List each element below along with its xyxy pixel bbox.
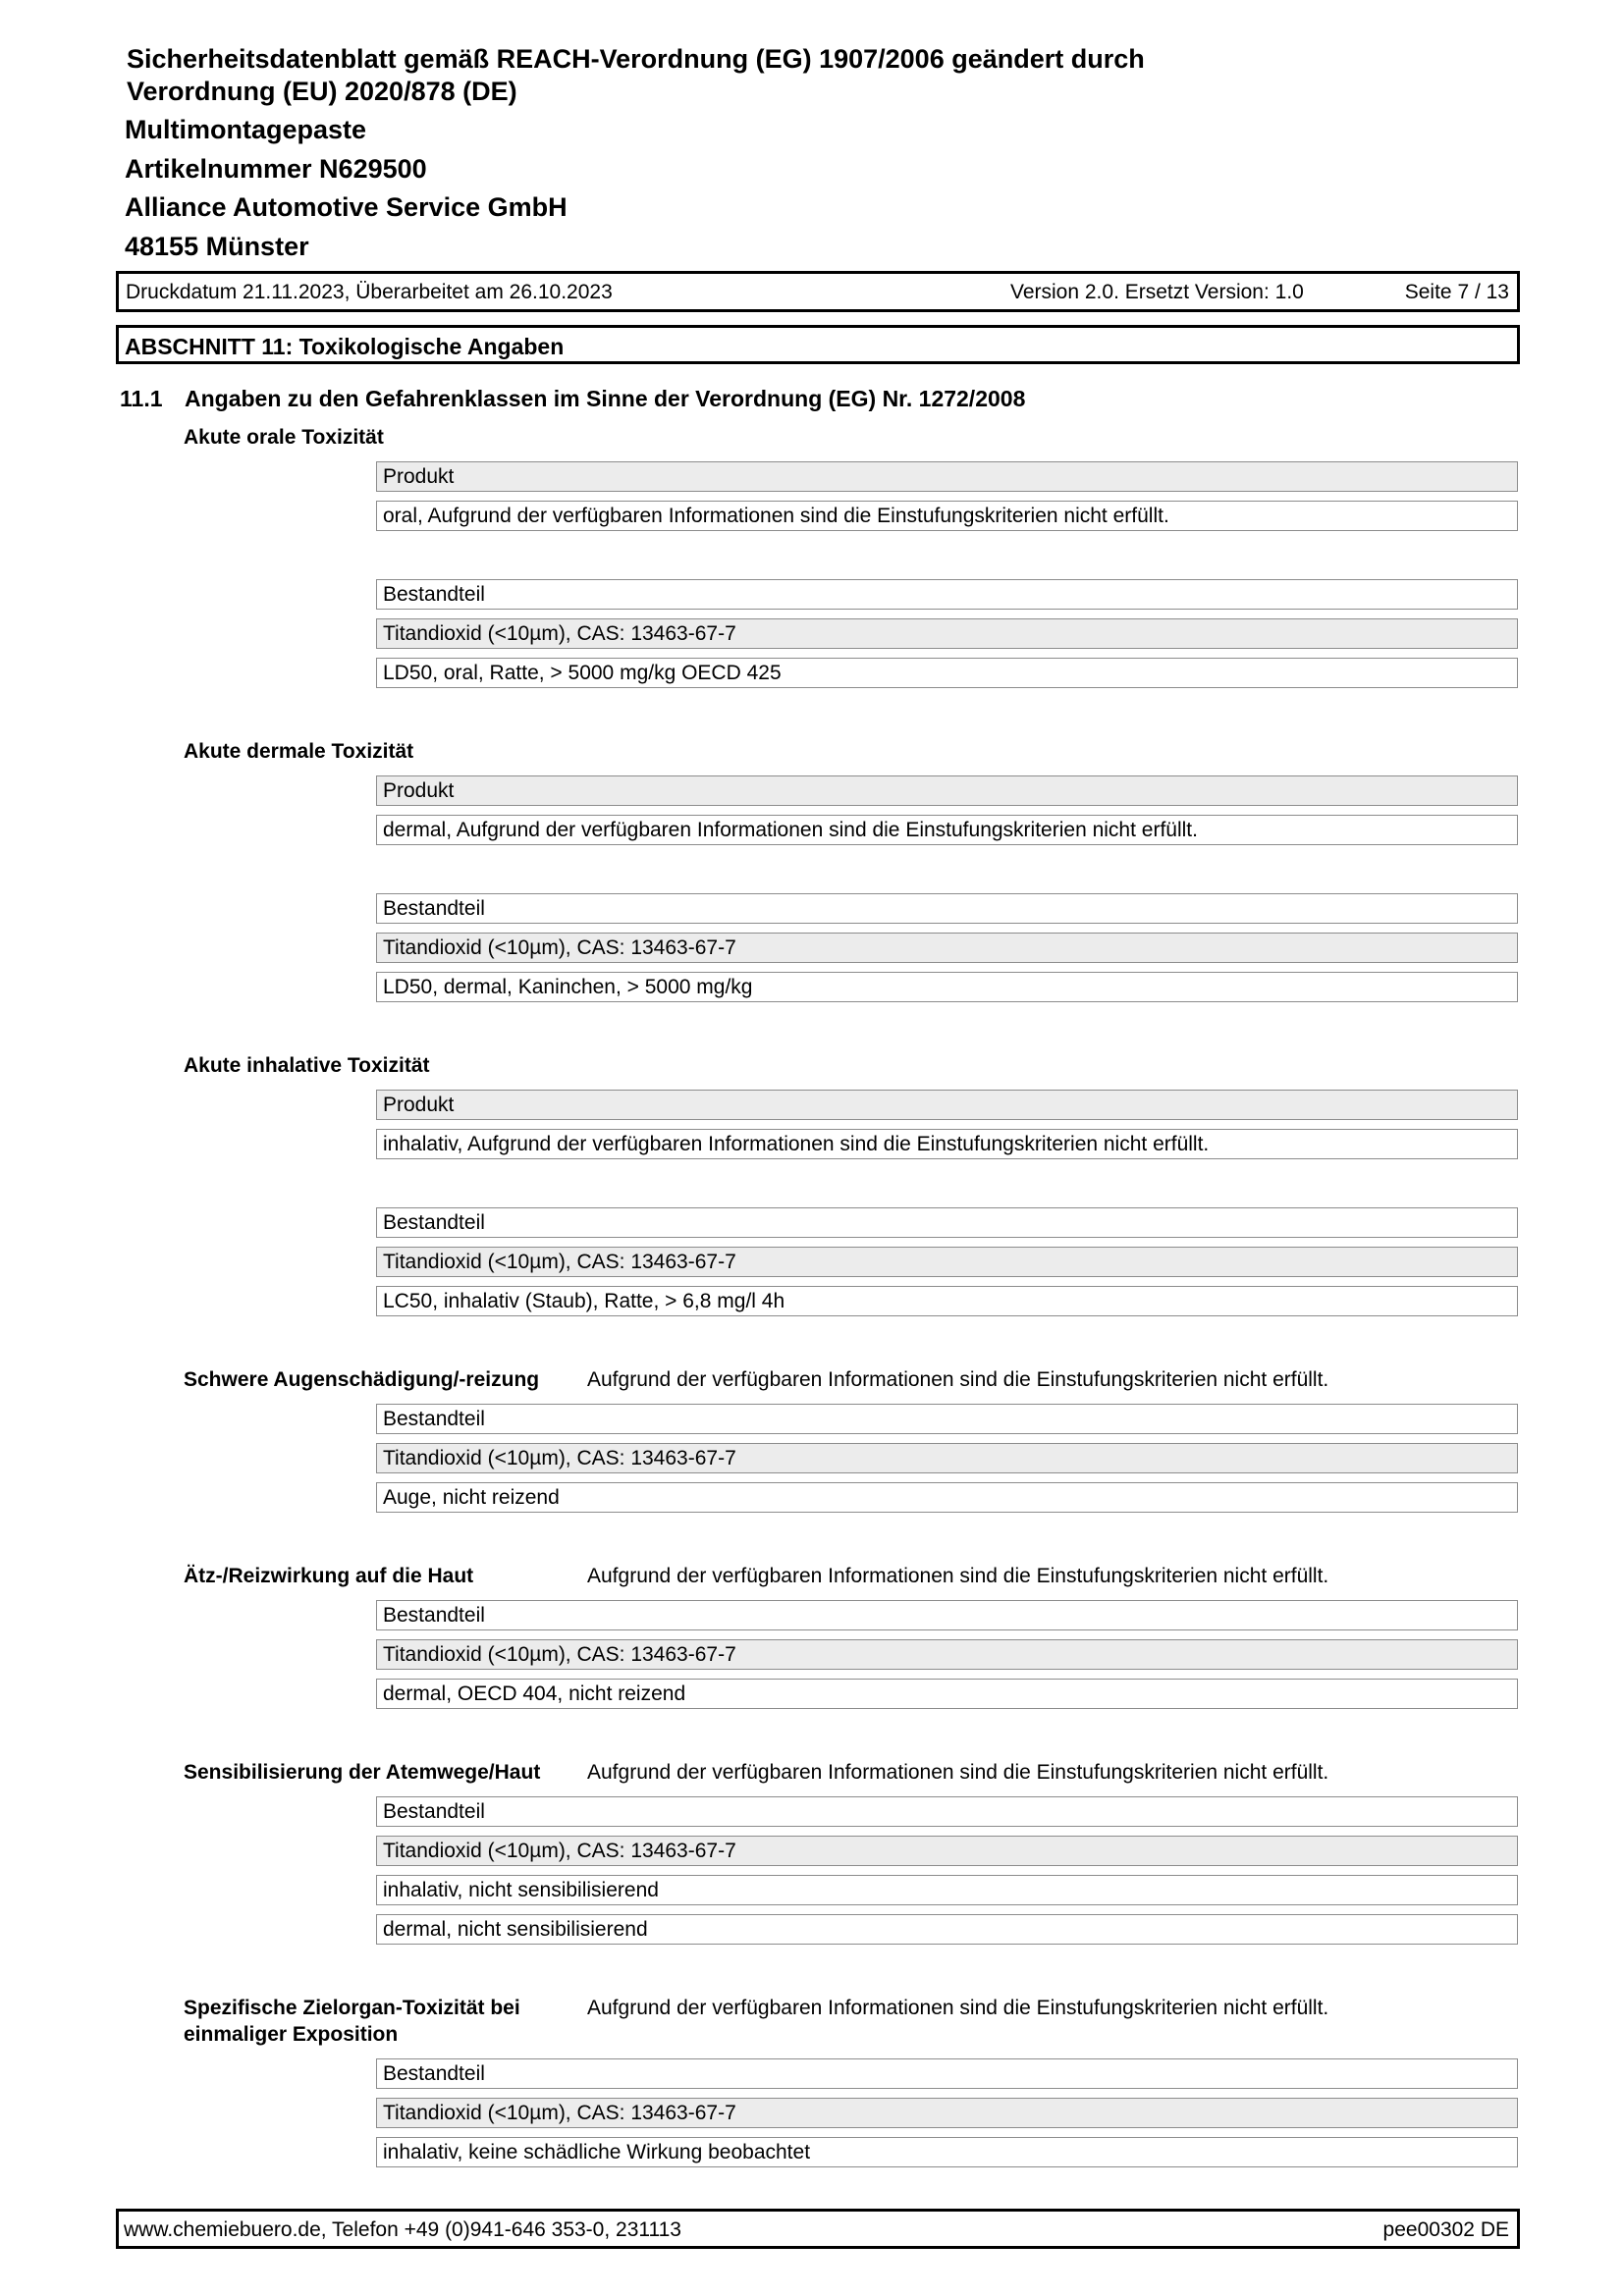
table-row: Bestandteil xyxy=(376,1207,1518,1238)
inhalative-heading: Akute inhalative Toxizität xyxy=(184,1054,430,1077)
table-row: Produkt xyxy=(376,775,1518,806)
section-header xyxy=(116,325,1520,364)
table-row: LD50, dermal, Kaninchen, > 5000 mg/kg xyxy=(376,972,1518,1002)
table-row: Bestandteil xyxy=(376,1404,1518,1434)
stot-heading-line-2: einmaliger Exposition xyxy=(184,2023,399,2046)
table-row: Titandioxid (<10µm), CAS: 13463-67-7 xyxy=(376,2098,1518,2128)
table-row: dermal, Aufgrund der verfügbaren Informationen sind die Einstufungskriterien nicht erfüllt. xyxy=(376,815,1518,845)
skin-note: Aufgrund der verfügbaren Informationen sind die Einstufungskriterien nicht erfüllt. xyxy=(587,1565,1329,1587)
stot-note: Aufgrund der verfügbaren Informationen sind die Einstufungskriterien nicht erfüllt. xyxy=(587,1997,1329,2019)
table-row: Bestandteil xyxy=(376,579,1518,610)
meta-bar xyxy=(116,271,1520,312)
table-row: Auge, nicht reizend xyxy=(376,1482,1518,1513)
stot-heading-line-1: Spezifische Zielorgan-Toxizität bei xyxy=(184,1997,520,2019)
table-row: LC50, inhalativ (Staub), Ratte, > 6,8 mg/l 4h xyxy=(376,1286,1518,1316)
footer-doc-id: pee00302 DE xyxy=(1382,2218,1509,2241)
table-row: dermal, OECD 404, nicht reizend xyxy=(376,1679,1518,1709)
document-title-line-2: Verordnung (EU) 2020/878 (DE) xyxy=(127,77,517,106)
table-row: Bestandteil xyxy=(376,2058,1518,2089)
article-number: Artikelnummer N629500 xyxy=(125,154,427,184)
table-row: Titandioxid (<10µm), CAS: 13463-67-7 xyxy=(376,618,1518,649)
table-row: Produkt xyxy=(376,461,1518,492)
eye-heading: Schwere Augenschädigung/-reizung xyxy=(184,1368,540,1391)
table-row: Bestandteil xyxy=(376,893,1518,924)
sensitization-note: Aufgrund der verfügbaren Informationen sind die Einstufungskriterien nicht erfüllt. xyxy=(587,1761,1329,1784)
eye-note: Aufgrund der verfügbaren Informationen sind die Einstufungskriterien nicht erfüllt. xyxy=(587,1368,1329,1391)
oral-heading: Akute orale Toxizität xyxy=(184,426,384,449)
footer-contact: www.chemiebuero.de, Telefon +49 (0)941-646 353-0, 231113 xyxy=(124,2218,681,2241)
table-row: Bestandteil xyxy=(376,1600,1518,1630)
section-title: ABSCHNITT 11: Toxikologische Angaben xyxy=(125,334,565,359)
table-row: inhalativ, Aufgrund der verfügbaren Informationen sind die Einstufungskriterien nicht erfüllt. xyxy=(376,1129,1518,1159)
print-date: Druckdatum 21.11.2023, Überarbeitet am 26.10.2023 xyxy=(126,281,613,303)
table-row: dermal, nicht sensibilisierend xyxy=(376,1914,1518,1945)
table-row: Titandioxid (<10µm), CAS: 13463-67-7 xyxy=(376,1443,1518,1473)
table-row: Titandioxid (<10µm), CAS: 13463-67-7 xyxy=(376,1247,1518,1277)
subsection-number: 11.1 xyxy=(120,386,163,411)
table-row: Titandioxid (<10µm), CAS: 13463-67-7 xyxy=(376,933,1518,963)
table-row: Produkt xyxy=(376,1090,1518,1120)
company-city: 48155 Münster xyxy=(125,232,309,261)
subsection-title: Angaben zu den Gefahrenklassen im Sinne der Verordnung (EG) Nr. 1272/2008 xyxy=(185,386,1026,411)
sensitization-heading: Sensibilisierung der Atemwege/Haut xyxy=(184,1761,541,1784)
table-row: LD50, oral, Ratte, > 5000 mg/kg OECD 425 xyxy=(376,658,1518,688)
table-row: Titandioxid (<10µm), CAS: 13463-67-7 xyxy=(376,1639,1518,1670)
skin-heading: Ätz-/Reizwirkung auf die Haut xyxy=(184,1565,474,1587)
table-row: inhalativ, nicht sensibilisierend xyxy=(376,1875,1518,1905)
company-name: Alliance Automotive Service GmbH xyxy=(125,192,568,222)
table-row: Titandioxid (<10µm), CAS: 13463-67-7 xyxy=(376,1836,1518,1866)
product-name: Multimontagepaste xyxy=(125,115,367,144)
table-row: oral, Aufgrund der verfügbaren Informationen sind die Einstufungskriterien nicht erfüllt. xyxy=(376,501,1518,531)
footer-bar xyxy=(116,2209,1520,2249)
version-info: Version 2.0. Ersetzt Version: 1.0 xyxy=(1010,281,1304,303)
dermal-heading: Akute dermale Toxizität xyxy=(184,740,414,763)
table-row: inhalativ, keine schädliche Wirkung beobachtet xyxy=(376,2137,1518,2167)
table-row: Bestandteil xyxy=(376,1796,1518,1827)
page-number: Seite 7 / 13 xyxy=(1404,281,1509,303)
document-title-line-1: Sicherheitsdatenblatt gemäß REACH-Verordnung (EG) 1907/2006 geändert durch xyxy=(127,44,1145,74)
